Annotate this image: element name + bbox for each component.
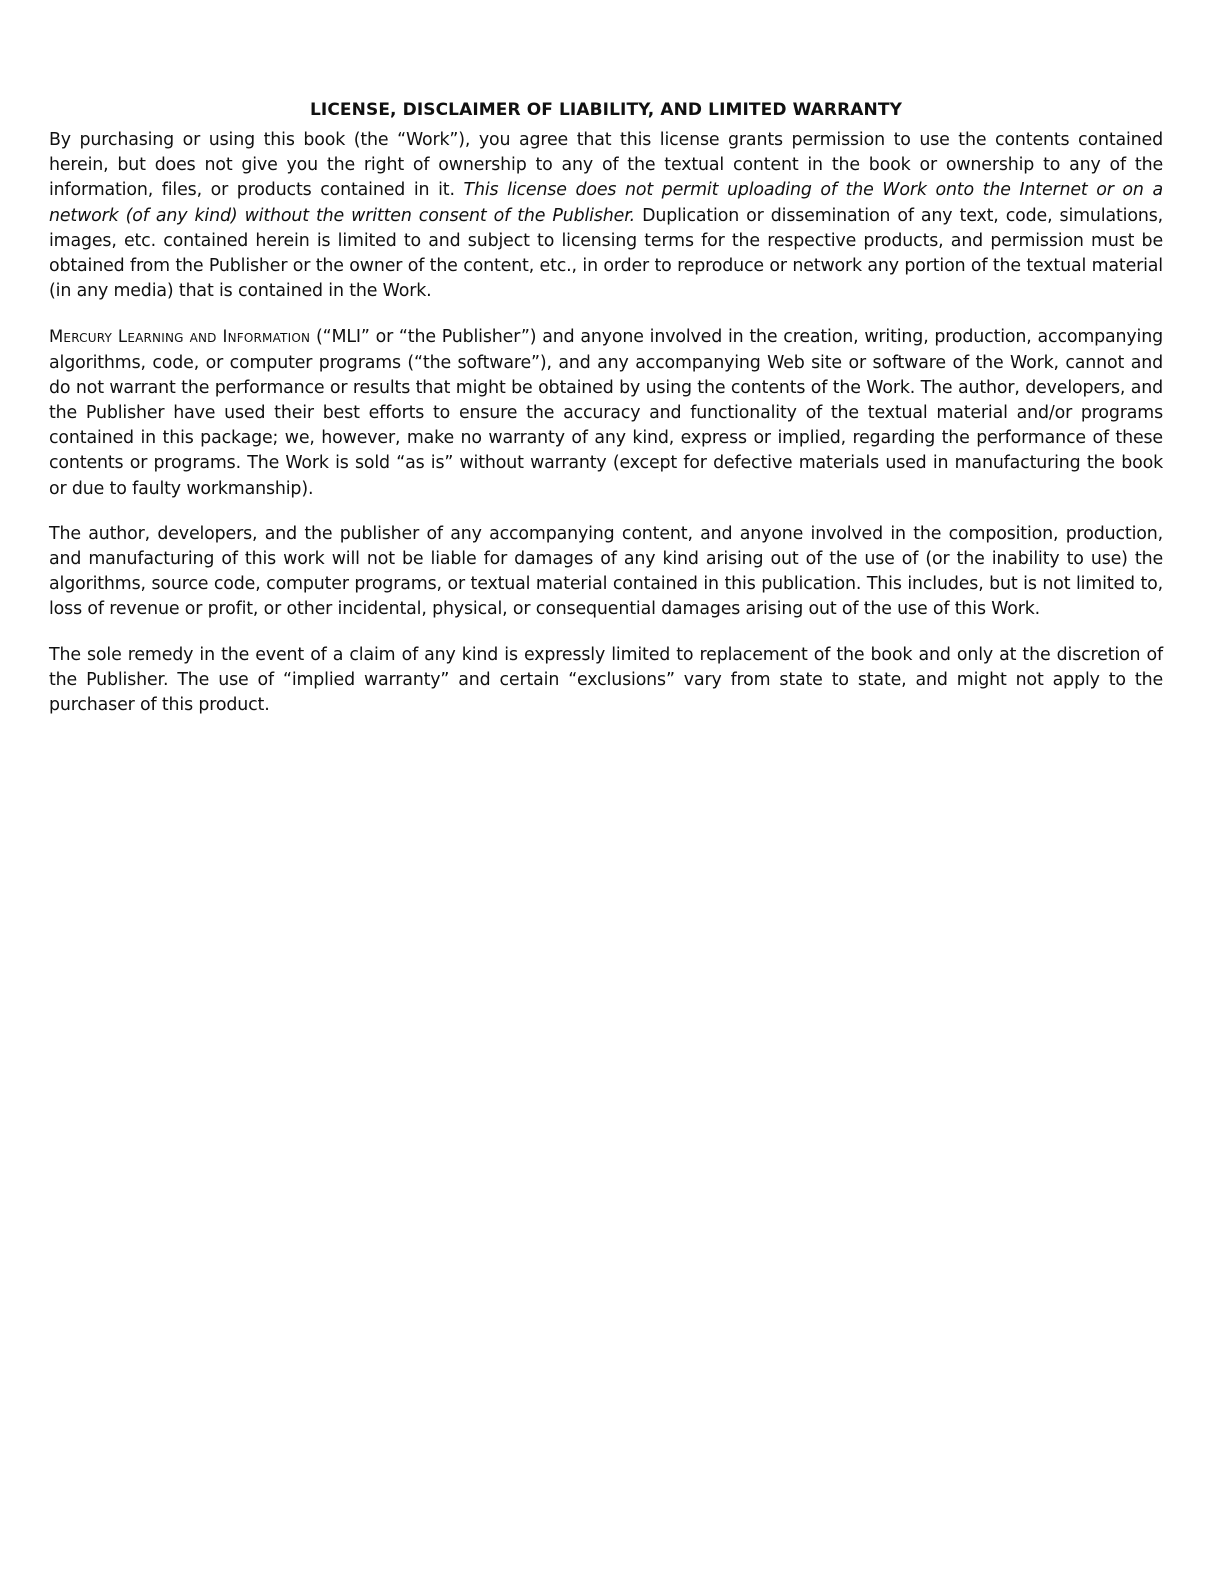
license-italic-notice: This license does not permit uploading of the Work onto the Internet or on a network (of any kind) without the written consent of the Publisher. (49, 180, 1163, 226)
document-page (49, 98, 1163, 738)
warranty-text: (“MLI” or “the Publisher”) and anyone involved in the creation, writing, production, accompanying algorithms, code, or computer programs (“the software”), and any accompanying Web site or software of the Work, cannot and do not warrant the performance or results that might be obtained by using the contents of the Work. The author, developers, and the Publisher have used their best efforts to ensure the accuracy and functionality of the textual material and/or programs contained in this package; we, however, make no warranty of any kind, express or implied, regarding the performance of these contents or programs. The Work is sold “as is” without warranty (except for defective materials used in manufacturing the book or due to faulty workmanship). (49, 327, 1163, 499)
remedy-paragraph: The sole remedy in the event of a claim of any kind is expressly limited to replacement of the book and only at the discretion of the Publisher. The use of “implied warranty” and certain “exclusions” vary from state to state, and might not apply to the purchaser of this product. (49, 644, 1163, 716)
publisher-name: Mercury Learning and Information (49, 327, 311, 347)
license-text-start: By purchasing or using this book (the “Work”), you agree that this license grants permission to use the contents contained herein, but does not give you the right of ownership to any of the textual content in the book or ownership to any of the information, files, or products contained in it. (49, 130, 1163, 201)
page-title: LICENSE, DISCLAIMER OF LIABILITY, AND LIMITED WARRANTY (310, 100, 902, 120)
warranty-paragraph (49, 324, 1163, 501)
license-paragraph (49, 128, 1163, 304)
license-text-end: Duplication or dissemination of any text, code, simulations, images, etc. contained herein is limited to and subject to licensing terms for the respective products, and permission must be obtained from the Publisher or the owner of the content, etc., in order to reproduce or network any portion of the textual material (in any media) that is contained in the Work. (49, 205, 1163, 302)
liability-paragraph: The author, developers, and the publisher of any accompanying content, and anyone involved in the composition, production, and manufacturing of this work will not be liable for damages of any kind arising out of the use of (or the inability to use) the algorithms, source code, computer programs, or textual material contained in this publication. This includes, but is not limited to, loss of revenue or profit, or other incidental, physical, or consequential damages arising out of the use of this Work. (49, 523, 1163, 620)
